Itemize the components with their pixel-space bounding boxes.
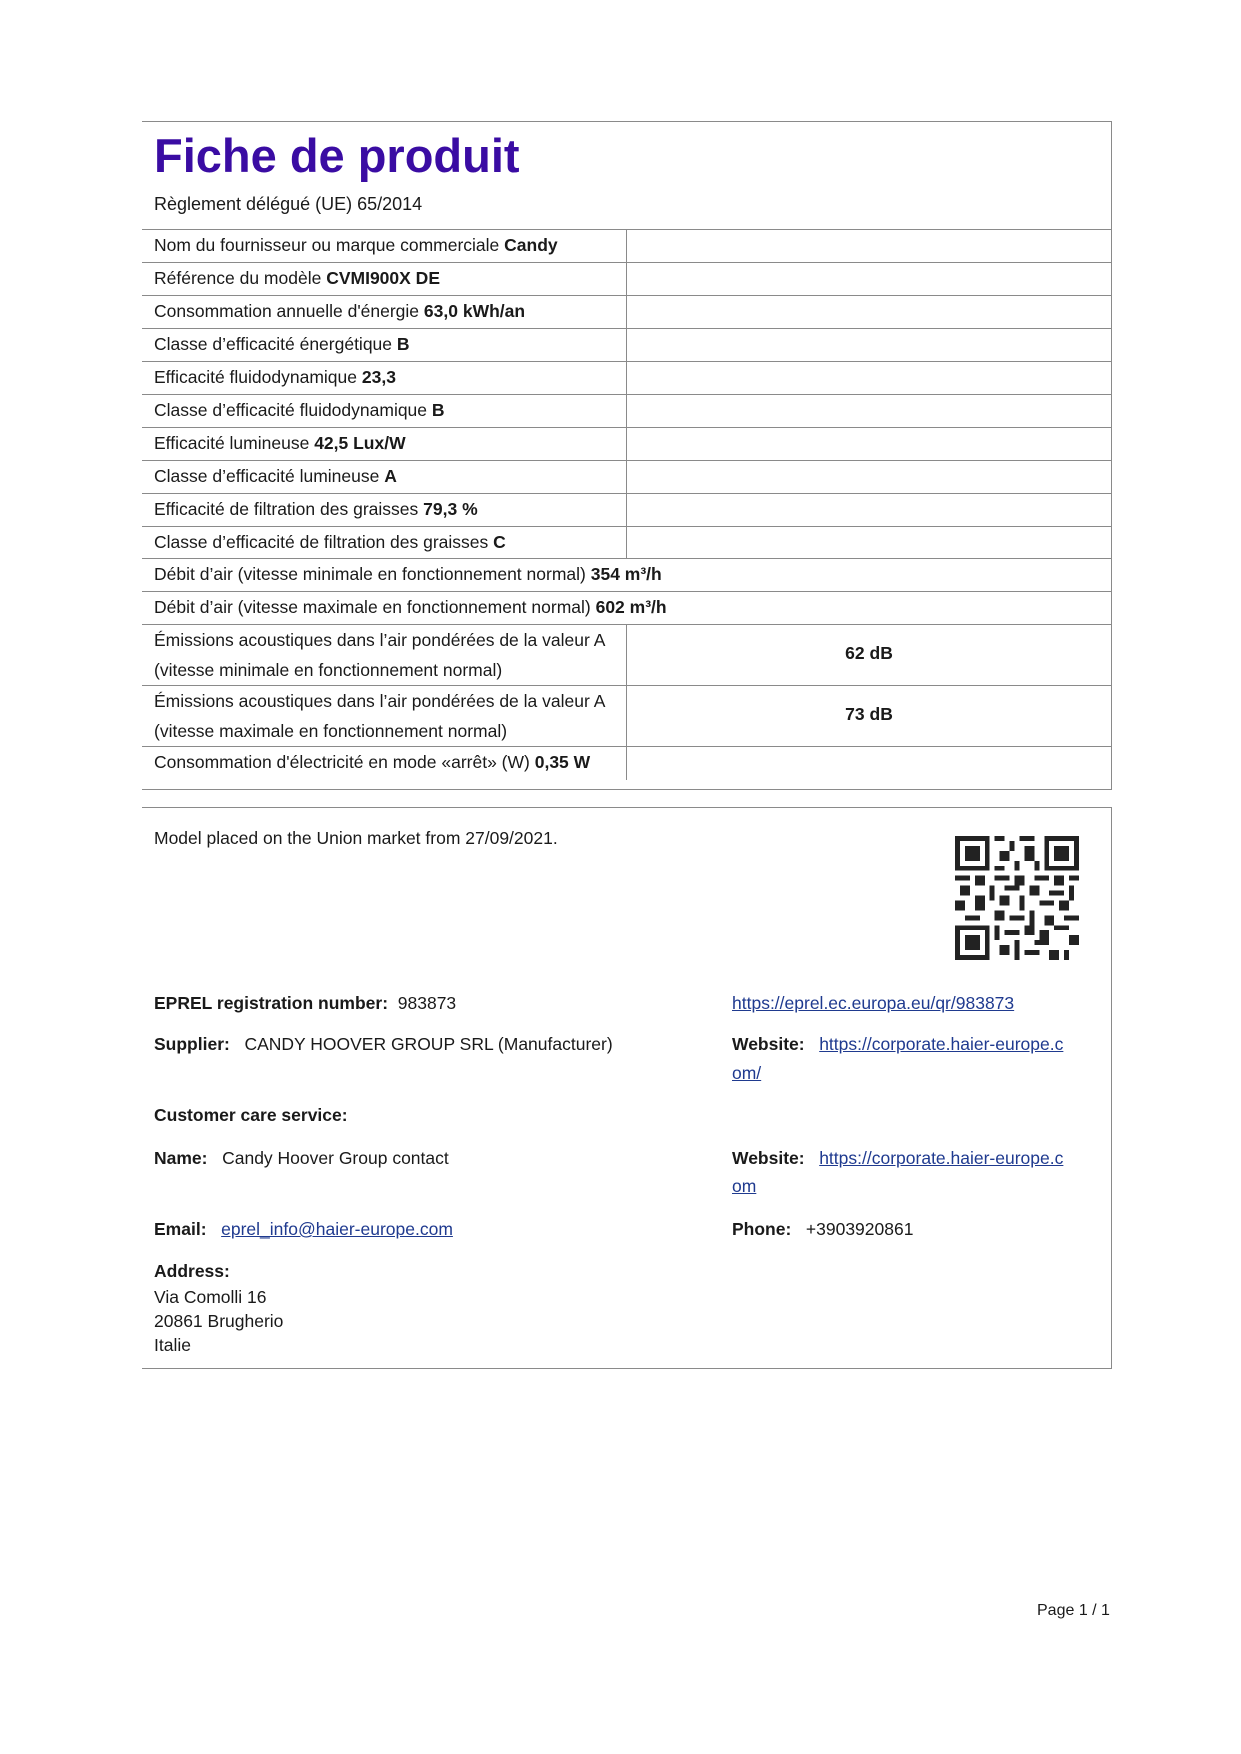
supplier-row [154,1034,613,1055]
table-row [142,685,1111,747]
eprel-info-box [142,807,1112,1369]
row-label: Consommation annuelle d'énergie 63,0 kWh/an [154,301,526,321]
supplier-website-link[interactable]: https://corporate.haier-europe.c [819,1034,1064,1054]
row-label: Nom du fournisseur ou marque commerciale Candy [154,235,558,255]
market-date-text: Model placed on the Union market from 27/09/2021. [154,828,558,848]
row-label: Classe d’efficacité de filtration des graisses C [154,532,506,552]
row-label: Efficacité fluidodynamique 23,3 [154,367,396,387]
eprel-label: EPREL registration number: [154,993,389,1013]
page-title: Fiche de produit [154,129,520,182]
name-label: Name: [154,1148,208,1168]
address-line: 20861 Brugherio [154,1311,284,1331]
row-label: Efficacité lumineuse 42,5 Lux/W [154,433,406,453]
phone-label: Phone: [732,1219,792,1239]
sheet-header [142,122,1111,229]
row-label: Classe d’efficacité énergétique B [154,334,410,354]
eprel-link[interactable]: https://eprel.ec.europa.eu/qr/983873 [732,993,1015,1013]
noise-max-value: 73 dB [845,704,893,724]
table-row [142,591,1111,625]
table-row [142,624,1111,686]
eprel-value: 983873 [397,993,457,1013]
name-value: Candy Hoover Group contact [222,1148,449,1168]
table-row [142,229,1111,263]
table-row [142,262,1111,296]
row-label: Consommation d'électricité en mode «arrêt» (W) 0,35 W [154,752,591,772]
care-website-link-cont[interactable]: om [732,1176,757,1196]
table-row [142,295,1111,329]
table-row [142,460,1111,494]
eprel-number-row [154,993,456,1014]
table-row [142,394,1111,428]
row-label: Classe d’efficacité lumineuse A [154,466,397,486]
website-label: Website: [732,1148,805,1168]
supplier-value: CANDY HOOVER GROUP SRL (Manufacturer) [244,1034,613,1054]
row-label: Efficacité de filtration des graisses 79,3 % [154,499,478,519]
qr-code-icon[interactable] [955,836,1079,960]
table-row [142,746,1111,780]
address-line: Via Comolli 16 [154,1287,267,1307]
row-label: Émissions acoustiques dans l’air pondérées de la valeur A (vitesse maximale en fonctionnement normal) [154,691,606,741]
email-link[interactable]: eprel_info@haier-europe.com [221,1219,453,1239]
supplier-label: Supplier: [154,1034,230,1054]
row-label: Classe d’efficacité fluidodynamique B [154,400,445,420]
address-label: Address: [154,1261,230,1281]
phone-row [732,1219,913,1240]
noise-min-value: 62 dB [845,643,893,663]
care-website-row [732,1148,1063,1169]
email-row [154,1219,453,1240]
customer-care-heading: Customer care service: [154,1105,348,1125]
supplier-website-row [732,1034,1063,1055]
table-row [142,328,1111,362]
table-row [142,493,1111,527]
table-row [142,427,1111,461]
page-number: Page 1 / 1 [1037,1602,1110,1619]
row-label: Débit d’air (vitesse maximale en fonctionnement normal) 602 m³/h [154,597,667,617]
table-row [142,361,1111,395]
row-label: Émissions acoustiques dans l’air pondérées de la valeur A (vitesse minimale en fonctionnement normal) [154,630,606,680]
supplier-website-link-cont[interactable]: om/ [732,1063,762,1083]
row-label: Débit d’air (vitesse minimale en fonctionnement normal) 354 m³/h [154,564,662,584]
phone-value: +3903920861 [805,1219,914,1239]
product-sheet-table [142,121,1112,790]
table-row [142,558,1111,592]
email-label: Email: [154,1219,207,1239]
website-label: Website: [732,1034,805,1054]
row-label: Référence du modèle CVMI900X DE [154,268,440,288]
table-row [142,526,1111,559]
regulation-subtitle: Règlement délégué (UE) 65/2014 [154,194,423,214]
care-website-link[interactable]: https://corporate.haier-europe.c [819,1148,1064,1168]
contact-name-row [154,1148,449,1169]
address-line: Italie [154,1335,191,1355]
